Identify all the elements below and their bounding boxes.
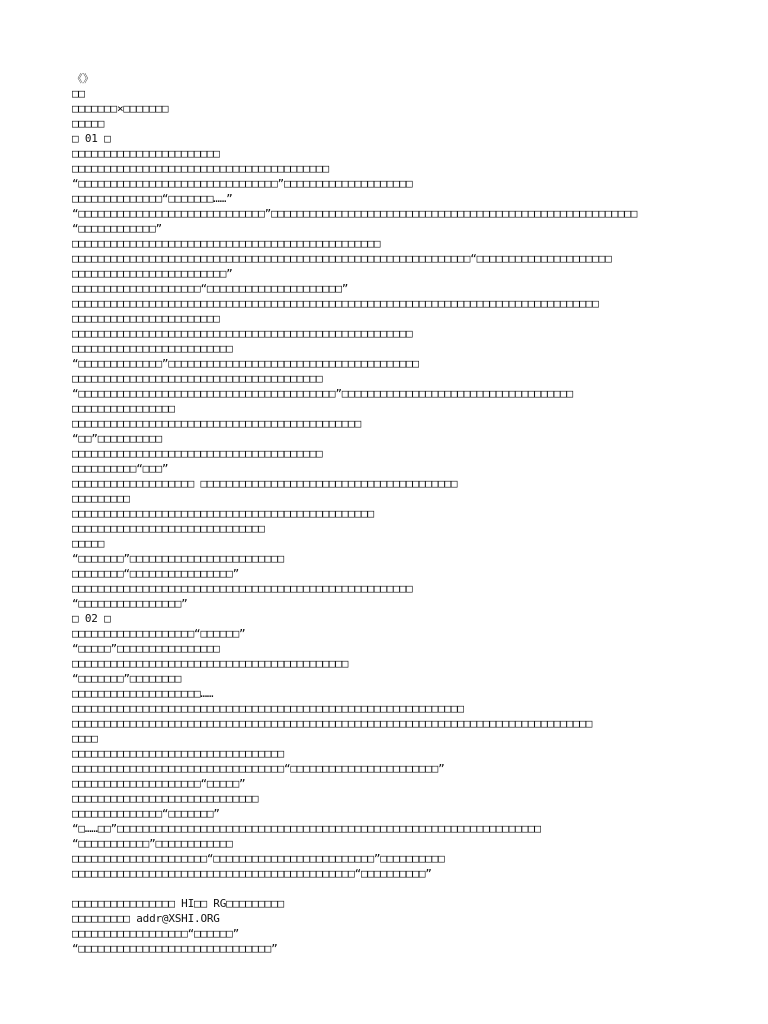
text-line: □□□□□□□□□□□□□□□□□□□□□□□□□□□□□□□□□□□□□□□□□□□□□□□□□□□□□□□□□□□□□ — [72, 702, 464, 715]
text-line: □□□□□□□□□ — [72, 492, 130, 505]
text-line: □□□□□□□□□□□□□□□□□□□□“□□□□□” — [72, 777, 246, 790]
text-line: “□□□□□□□□□□□□□□□□” — [72, 597, 188, 610]
text-line: □□□□□□□□□□□□□□□□□□□□“□□□□□□□□□□□□□□□□□□□□□” — [72, 282, 349, 295]
text-line: □□□□□□□□□□□□□□□□□□□□□□□□□ — [72, 342, 233, 355]
section-heading-02: □ 02 □ — [72, 612, 111, 625]
text-line: □□□□□□□□□□□□□□□□□□□□…… — [72, 687, 214, 700]
text-line: □□□□□□□□□□□□□□□□□□□□□□□□□□□□□□□□□□□□□□□□□□□□□□□□□□□□□□□□□□□□□□□□□□□□□□□□□□□□□□□□□ — [72, 717, 593, 730]
document-title: 《》 — [72, 72, 94, 85]
text-line: □□□□□□□□□□□□□□□□□□□□□“□□□□□□□□□□□□□□□□□□□□□□□□□”□□□□□□□□□□ — [72, 852, 445, 865]
text-line: □□□□□□□□□□□□□□□□□□□□□□□□□□□□□□□□□□□□□□□□□□□□“□□□□□□□□□□” — [72, 867, 432, 880]
text-line: □□□□□□□□□□□□□□□□ — [72, 402, 175, 415]
text-line: □□□□□□□□□□□□□□“□□□□□□□” — [72, 807, 220, 820]
text-line: □□□□□□□□□□□□□□□□□□□□□□□□□□□□□□□□□□□□□□□□□□□□□□□□□□□□□□□□□□□□□□“□□□□□□□□□□□□□□□□□□□□□ — [72, 252, 612, 265]
text-line: “□□□□□□□□□□□”□□□□□□□□□□□□ — [72, 837, 233, 850]
text-line: □□□□□□□□□□□□□□□□□□□□□□□□□□□□□□□□□□□□□□□□□□□□□□□ — [72, 507, 374, 520]
text-line: □□□□□□□□□□□□□□□□□□□□□□□□□□□□□□□□□ — [72, 747, 284, 760]
text-line: “□□□□□□□□□□□□□□□□□□□□□□□□□□□□□□” — [72, 942, 278, 955]
text-line: “□□□□□□□□□□□□□”□□□□□□□□□□□□□□□□□□□□□□□□□□□□□□□□□□□□□□□ — [72, 357, 419, 370]
document-body — [72, 71, 732, 956]
text-line: □□□□□□□□□□□□□□□□□□□□□□□□□□□□□□□□□□□□□□□□□□□□□□□□□□□□□□□□□□□□□□□□□□□□□□□□□□□□□□□□□□ — [72, 297, 599, 310]
text-line: □□□□□□□□□□□□□□□□□□□□□□□□□□□□□□□□□□□□□□□□□□□□□□□□□□□□□ — [72, 582, 413, 595]
text-line: “□□□□□□□”□□□□□□□□ — [72, 672, 182, 685]
text-line: □□□□ — [72, 732, 98, 745]
text-line: □□□□□□□□□□□□□□□□□□□□□□□□□□□□□□□□□□□□□□□ — [72, 372, 323, 385]
text-line: “□□□□□□□□□□□□□□□□□□□□□□□□□□□□□□□”□□□□□□□□□□□□□□□□□□□□ — [72, 177, 413, 190]
text-line: □□□□□□□□□□□□□□□□□□□□□□□ — [72, 147, 220, 160]
text-line: □□□□□□□□□□□□□□“□□□□□□□……” — [72, 192, 233, 205]
text-line: □□□□□□□□□□□□□□□□□□□□□□□□□□□□□ — [72, 792, 259, 805]
contact-line: □□□□□□□□□□□□□□□□ HI□□ RG□□□□□□□□□ — [72, 897, 284, 910]
text-line: “□□□□□□□”□□□□□□□□□□□□□□□□□□□□□□□□ — [72, 552, 284, 565]
section-heading-01: □ 01 □ — [72, 132, 111, 145]
text-line: □□□□□ — [72, 117, 105, 130]
text-line: □□□□□□□□□□□□□□□□□□□□□□□□□□□□□□ — [72, 522, 265, 535]
subtitle-line: □□□□□□□×□□□□□□□ — [72, 102, 169, 115]
text-line: □□□□□□□□□□□□□□□□□□□□□□□□□□□□□□□□□□□□□□□□ — [72, 162, 329, 175]
text-line: □□□□□ — [72, 537, 105, 550]
email-line: □□□□□□□□□ addr@XSHI.ORG — [72, 912, 220, 925]
text-line: □□□□□□□□□□□□□□□□□□□“□□□□□□” — [72, 627, 246, 640]
author-line: □□ — [72, 87, 85, 100]
text-line: □□□□□□□□□□“□□□” — [72, 462, 169, 475]
blank-line — [72, 881, 732, 896]
text-line: “□□□□□□□□□□□□□□□□□□□□□□□□□□□□□□□□□□□□□□□□”□□□□□□□□□□□□□□□□□□□□□□□□□□□□□□□□□□□□ — [72, 387, 573, 400]
text-line: □□□□□□□□□□□□□□□□□□□□□□□ — [72, 312, 220, 325]
text-line: □□□□□□□□□□□□□□□□□□□□□□□□□□□□□□□□□“□□□□□□□□□□□□□□□□□□□□□□□” — [72, 762, 445, 775]
text-line: “□□”□□□□□□□□□□ — [72, 432, 162, 445]
text-line: □□□□□□□□□□□□□□□□□□□□□□□□□□□□□□□□□□□□□□□□□□□ — [72, 657, 349, 670]
text-line: “□□□□□□□□□□□□” — [72, 222, 162, 235]
text-line: □□□□□□□□□□□□□□□□□□□□□□□□□□□□□□□□□□□□□□□□□□□□□□□□ — [72, 237, 381, 250]
text-line: □□□□□□□□□□□□□□□□□□□□□□□□□□□□□□□□□□□□□□□ — [72, 447, 323, 460]
text-line: “□□□□□□□□□□□□□□□□□□□□□□□□□□□□□”□□□□□□□□□□□□□□□□□□□□□□□□□□□□□□□□□□□□□□□□□□□□□□□□□□□□□□□□□ — [72, 207, 638, 220]
text-line: “□□□□□”□□□□□□□□□□□□□□□□ — [72, 642, 220, 655]
text-line: □□□□□□□□□□□□□□□□□□“□□□□□□” — [72, 927, 239, 940]
text-line: □□□□□□□□□□□□□□□□□□□□□□□□” — [72, 267, 233, 280]
text-line: “□……□□”□□□□□□□□□□□□□□□□□□□□□□□□□□□□□□□□□□□□□□□□□□□□□□□□□□□□□□□□□□□□□□□□□□ — [72, 822, 541, 835]
text-line: □□□□□□□□□□□□□□□□□□□□□□□□□□□□□□□□□□□□□□□□□□□□□ — [72, 417, 362, 430]
text-line: □□□□□□□□“□□□□□□□□□□□□□□□□” — [72, 567, 239, 580]
text-line: □□□□□□□□□□□□□□□□□□□□□□□□□□□□□□□□□□□□□□□□□□□□□□□□□□□□□ — [72, 327, 413, 340]
text-line: □□□□□□□□□□□□□□□□□□□ □□□□□□□□□□□□□□□□□□□□□□□□□□□□□□□□□□□□□□□□ — [72, 477, 458, 490]
